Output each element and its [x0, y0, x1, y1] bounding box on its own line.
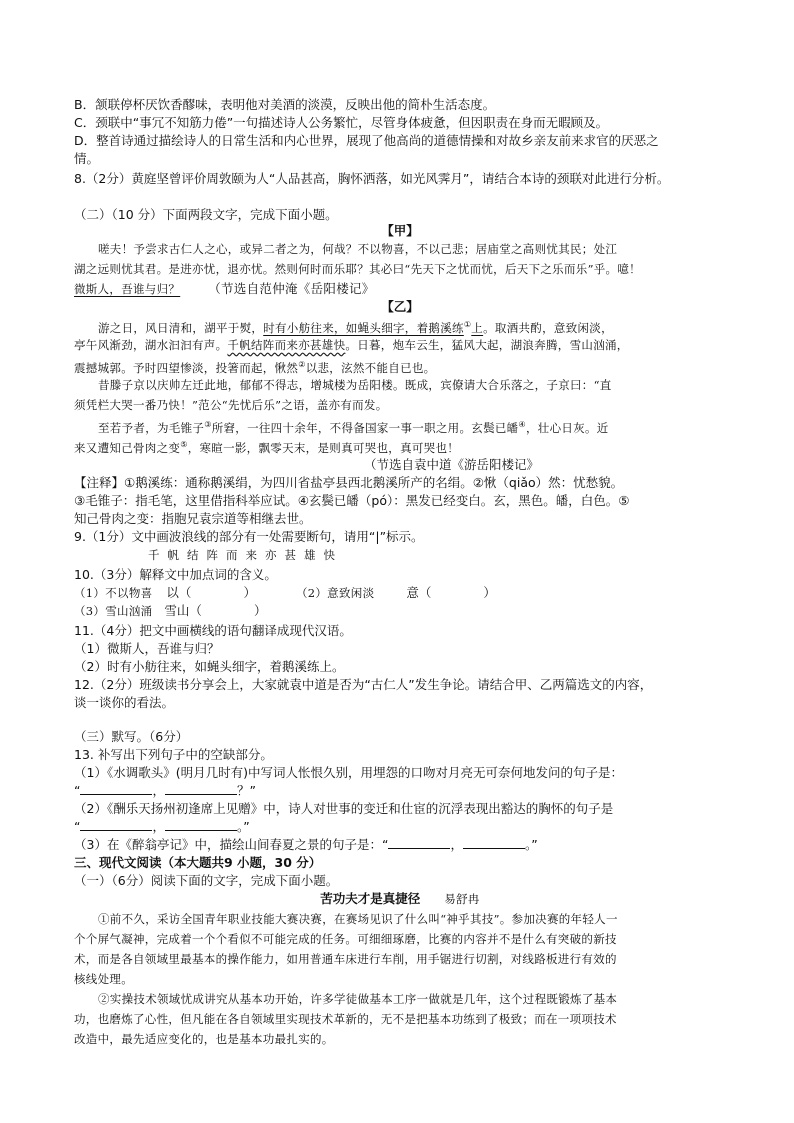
- note-ref-2: ②: [298, 360, 306, 369]
- section-2-title: （二）（10 分）下面两段文字，完成下面小题。: [74, 207, 338, 222]
- yi-wavy-sentence: 千帆结阵而来亦甚雄快: [227, 338, 346, 352]
- answer-blank[interactable]: [80, 782, 152, 795]
- answer-blank[interactable]: [165, 818, 237, 831]
- yi-source: （节选自袁中道《游岳阳楼记》: [364, 457, 540, 472]
- question-11-item1: （1）微斯人，吾谁与归？: [74, 641, 220, 656]
- question-13-item1: （1）《水调歌头》(明月几时有)中写词人怅恨久别，用埋怨的口吻对月亮无可奈何地发问的句子是：: [74, 765, 623, 780]
- question-13-item3: （3）在《醉翁亭记》中，描绘山间春夏之景的句子是：“ ， 。”: [74, 837, 538, 852]
- passage-yi-line4: 昔滕子京以庆帅左迁此地，郁郁不得志，增城楼为岳阳楼。既成，宾僚请大合乐落之，子京曰：“直: [98, 378, 612, 392]
- yi-underlined-sentence: 时有小舫往来，如蝇头细字，着鹅溪练: [263, 320, 464, 335]
- question-13-item1-blanks: “ ， ？”: [74, 783, 256, 798]
- passage-yi-line7: 来又遭知己骨肉之变⑤，寒暄一影，飘零天末，是则真可哭也，真可哭也！: [74, 440, 460, 455]
- option-c: C．颈联中“事冗不知筋力倦”一句描述诗人公务繁忙，尽管身体疲惫，但因职责在身而无暇顾及。: [74, 115, 609, 130]
- jia-underlined-sentence: 微斯人，吾谁与归？: [74, 282, 181, 296]
- answer-blank[interactable]: [388, 836, 450, 849]
- passage-yi-line5: 须凭栏大哭一番乃快！”范公“先忧后乐”之语，盖亦有而发。: [74, 398, 388, 412]
- question-10: 10.（3分）解释文中加点词的含义。: [74, 567, 277, 582]
- answer-blank[interactable]: [463, 836, 525, 849]
- paragraph-1-line3: 术，而是各自领域里最基本的操作能力，如用普通车床进行车削，用手锯进行切割，对线路板进行有效的: [74, 952, 617, 966]
- passage-jia-line3: [74, 280, 726, 298]
- answer-blank[interactable]: [80, 818, 152, 831]
- annotation-line1: 【注释】①鹅溪练：通称鹅溪绢，为四川省盐亭县西北鹅溪所产的名绢。②愀（qiǎo）然：忧愁貌。: [74, 475, 624, 490]
- question-8: 8.（2分）黄庭坚曾评价周敦颐为人“人品甚高，胸怀洒落，如光风霁月”，请结合本诗的颈联对此进行分析。: [74, 171, 670, 186]
- paragraph-2-line3: 改造中，最先适应变化的，也是基本功最扎实的。: [74, 1032, 334, 1046]
- article-title: 苦功夫才是真捷径: [320, 891, 421, 906]
- note-ref-4: ④: [518, 420, 526, 429]
- article-title-line: [74, 890, 726, 908]
- annotation-line2: ③毛锥子：指毛笔，这里借指科举应试。④玄鬓已皤（pó）：黑发已经变白。玄，黑色。皤，白色。⑤: [74, 493, 630, 508]
- passage-jia-line1: 嗟夫！予尝求古仁人之心，或异二者之为，何哉？不以物喜，不以己悲；居庙堂之高则忧其民；处江: [98, 242, 618, 256]
- part-3-subsection: （一）（6分）阅读下面的文字，完成下面小题。: [74, 873, 339, 888]
- answer-blank[interactable]: [165, 782, 237, 795]
- question-10-items-row1: （1）不以物喜 以（ ） （2）意致闲淡 意（ ）: [74, 585, 496, 600]
- passage-jia-label: 【甲】: [381, 223, 419, 238]
- section-3-title: （三）默写。（6分）: [74, 729, 189, 744]
- question-11-item2: （2）时有小舫往来，如蝇头细字，着鹅溪练上。: [74, 659, 345, 674]
- note-ref-3: ③: [204, 420, 212, 429]
- question-13-item2: （2）《酬乐天扬州初逢席上见赠》中，诗人对世事的变迁和仕宦的沉浮表现出豁达的胸怀的句子是: [74, 801, 614, 816]
- note-ref-5: ⑤: [180, 440, 188, 449]
- passage-yi-line6: 至若予者，为毛锥子③所窘，一往四十余年，不得备国家一事一职之用。玄鬓已皤④，壮心日灰。近: [98, 420, 609, 435]
- paragraph-2-line1: ②实操技术领域忧成讲究从基本功开始，许多学徒做基本工序一做就是几年，这个过程既锻炼了基本: [98, 992, 618, 1006]
- question-12-line1: 12.（2分）班级读书分享会上，大家就袁中道是否为“古仁人”发生争论。请结合甲、乙两篇选文的内容，: [74, 677, 653, 692]
- passage-yi-line2: 亭午风渐劲，湖水汩汩有声。千帆结阵而来亦甚雄快。日暮，炮车云生，猛风大起，湖浪奔腾，雪山汹涌，: [74, 338, 629, 352]
- paragraph-1-line2: 个个屏气凝神，完成着一个个看似不可能完成的任务。可细细琢磨，比赛的内容并不是什么有突破的新技: [74, 932, 617, 946]
- question-9-text: 千帆结阵而来亦甚雄快: [148, 548, 343, 562]
- paragraph-2-line2: 功，也磨炼了心性，但凡能在各自领域里实现技术革新的，无不是把基本功练到了极致；而在一项项技术: [74, 1012, 617, 1026]
- paragraph-1-line4: 核线处理。: [74, 972, 133, 986]
- note-ref-1: ①: [463, 320, 472, 329]
- question-13-item2-blanks: “ ， 。”: [74, 819, 250, 834]
- option-d-line2: 情。: [74, 151, 100, 166]
- jia-source: （节选自范仲淹《岳阳楼记》: [208, 281, 375, 296]
- question-11: 11.（4分）把文中画横线的语句翻译成现代汉语。: [74, 623, 352, 638]
- option-d-line1: D．整首诗通过描绘诗人的日常生活和内心世界，展现了他高尚的道德情操和对故乡亲友前来求官的厌恶之: [74, 133, 659, 148]
- article-author: 易舒冉: [444, 892, 480, 906]
- question-9: 9.（1分）文中画波浪线的部分有一处需要断句，请用“|”标示。: [74, 529, 424, 544]
- annotation-line3: 知己骨肉之变：指胞兄袁宗道等相继去世。: [74, 511, 312, 526]
- passage-yi-line3: 震撼城郭。予时四望惨淡，投箸而起，愀然②以悲，泫然不能自已也。: [74, 360, 436, 375]
- part-3-title: 三、现代文阅读（本大题共9 小题，30 分）: [74, 855, 322, 870]
- question-13: 13. 补写出下列句子中的空缺部分。: [74, 747, 273, 762]
- passage-jia-line2: 湖之远则忧其君。是进亦忧，退亦忧。然则何时而乐耶？其必曰“先天下之忧而忧，后天下之乐而乐”乎。噫！: [74, 262, 641, 276]
- passage-yi-label: 【乙】: [381, 299, 419, 314]
- paragraph-1-line1: ①前不久，采访全国青年职业技能大赛决赛，在赛场见识了什么叫“神乎其技”。参加决赛的年轻人一: [98, 912, 618, 926]
- option-b: B．颔联停杯厌饮香醪味，表明他对美酒的淡漠，反映出他的简朴生活态度。: [74, 97, 496, 112]
- question-12-line2: 谈一谈你的看法。: [74, 695, 175, 710]
- passage-yi-line1: 游之日，风日清和，湖平于熨，时有小舫往来，如蝇头细字，着鹅溪练①上。取酒共酌，意致闲淡，: [98, 320, 613, 335]
- question-10-items-row2: （3）雪山汹涌 雪山（ ）: [74, 603, 267, 618]
